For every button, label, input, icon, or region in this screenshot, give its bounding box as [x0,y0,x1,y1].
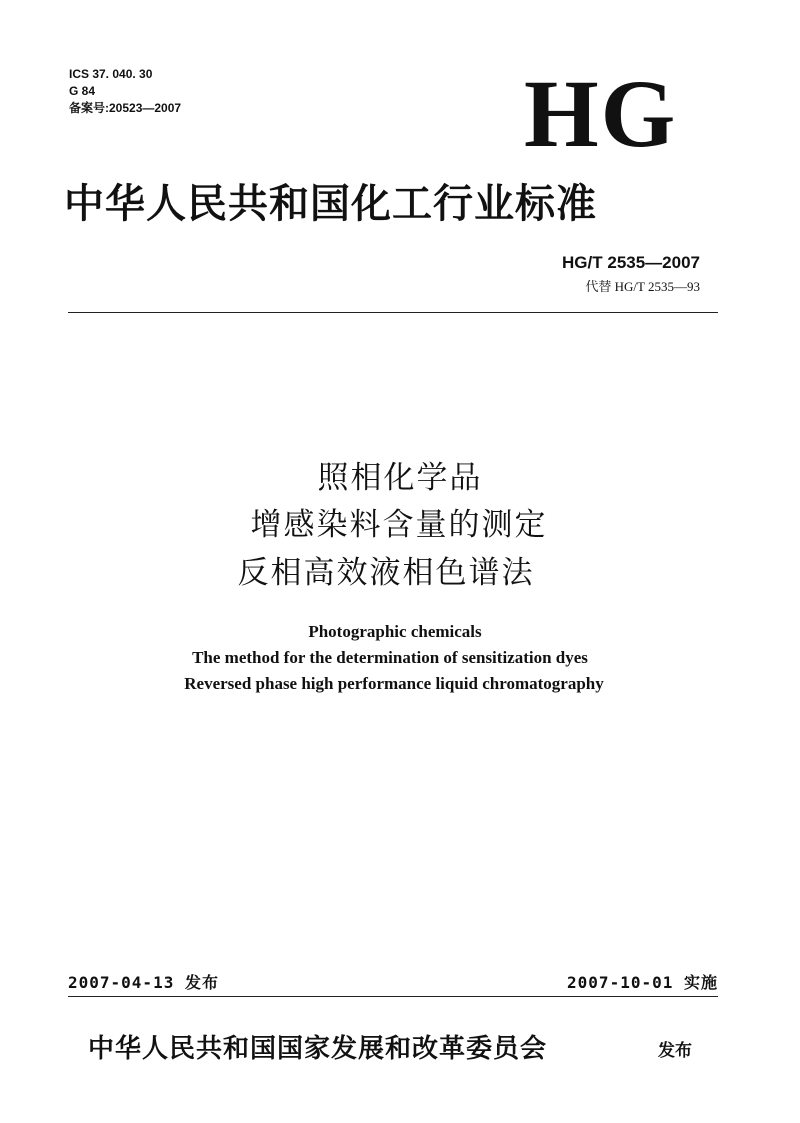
chinese-title-line-1: 照相化学品 [317,460,483,496]
replaces-standard: 代替 HG/T 2535—93 [585,279,700,294]
bottom-divider [68,996,718,997]
english-title-line-3: Reversed phase high performance liquid chromatography [184,674,604,693]
english-title-line-2: The method for the determination of sensitization dyes [192,648,588,667]
implementation-date: 2007-10-01 实施 [567,973,718,992]
english-title-line-1: Photographic chemicals [308,622,482,641]
issue-date: 2007-04-13 发布 [68,973,219,992]
ccs-code: G 84 [69,84,96,98]
ics-code: ICS 37. 040. 30 [69,67,153,81]
publisher-name: 中华人民共和国国家发展和改革委员会 [88,1034,548,1064]
document-identifiers [69,66,181,117]
top-divider [68,312,718,313]
chinese-title-line-3: 反相高效液相色谱法 [237,555,535,591]
chinese-title-line-2: 增感染料含量的测定 [250,507,548,543]
standard-category-title: 中华人民共和国化工行业标准 [64,180,597,227]
hg-logo: HG [524,60,678,167]
standard-number: HG/T 2535—2007 [562,253,700,272]
filing-number: 备案号:20523—2007 [69,101,182,115]
publish-label: 发布 [658,1041,692,1061]
